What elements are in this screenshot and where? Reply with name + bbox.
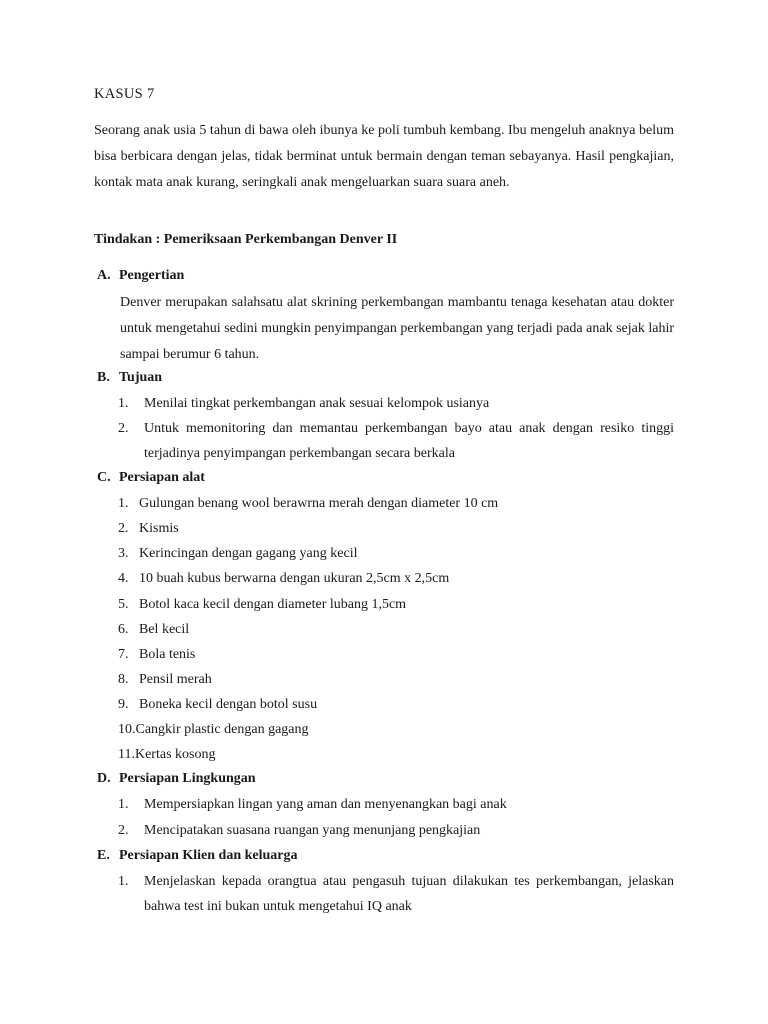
list-item — [118, 566, 674, 591]
item-number: 7. — [118, 647, 129, 662]
list-item — [118, 667, 674, 692]
item-text: 11.Kertas kosong — [118, 747, 216, 762]
list-item — [118, 792, 674, 817]
item-text: Menilai tingkat perkembangan anak sesuai kelompok usianya — [144, 396, 490, 411]
item-number: 9. — [118, 697, 129, 712]
item-number: 4. — [118, 571, 129, 586]
section-letter: D. — [97, 771, 111, 786]
item-number: 2. — [118, 521, 129, 536]
item-text: Menjelaskan kepada orangtua atau pengasuh tujuan dilakukan tes perkembangan, jelaskan bahwa test ini bukan untuk mengetahui IQ anak — [144, 874, 674, 914]
section-a-paragraph: Denver merupakan salahsatu alat skrining perkembangan mambantu tenaga kesehatan atau dokter untuk mengetahui sedini mungkin penyimpangan perkembangan yang terjadi pada anak sejak lahir sampai berumur 6 tahun. — [120, 295, 674, 362]
item-number: 5. — [118, 597, 129, 612]
item-number: 1. — [118, 874, 129, 889]
item-number: 8. — [118, 672, 129, 687]
item-number: 1. — [118, 396, 129, 411]
case-description: Seorang anak usia 5 tahun di bawa oleh ibunya ke poli tumbuh kembang. Ibu mengeluh anaknya belum bisa berbicara dengan jelas, tidak berminat untuk bermain dengan teman sebayanya. Hasil pengkajian, kontak mata anak kurang, seringkali anak mengeluarkan suara suara aneh. — [94, 123, 674, 190]
section-b-heading — [97, 370, 162, 386]
list-item — [118, 642, 674, 667]
list-item — [118, 818, 674, 843]
item-text: Botol kaca kecil dengan diameter lubang 1,5cm — [139, 597, 407, 612]
section-d-heading — [97, 771, 256, 787]
item-text: Untuk memonitoring dan memantau perkembangan bayo atau anak dengan resiko tinggi terjadinya penyimpangan perkembangan secara berkala — [144, 421, 674, 461]
list-item — [118, 516, 674, 541]
item-number: 3. — [118, 546, 129, 561]
item-text: 10 buah kubus berwarna dengan ukuran 2,5cm x 2,5cm — [139, 571, 450, 586]
section-letter: B. — [97, 370, 110, 385]
item-text: Bola tenis — [139, 647, 196, 662]
case-title: KASUS 7 — [94, 86, 155, 102]
item-number: 1. — [118, 797, 129, 812]
section-a-heading — [97, 268, 184, 284]
section-e-heading — [97, 848, 298, 864]
section-title: Persiapan alat — [119, 470, 205, 485]
item-text: 10.Cangkir plastic dengan gagang — [118, 722, 309, 737]
list-item — [118, 592, 674, 617]
item-text: Mencipatakan suasana ruangan yang menunjang pengkajian — [144, 823, 481, 838]
list-item — [118, 617, 674, 642]
item-text: Gulungan benang wool berawrna merah dengan diameter 10 cm — [139, 496, 499, 511]
section-letter: A. — [97, 268, 111, 283]
item-number: 2. — [118, 823, 129, 838]
section-title: Persiapan Klien dan keluarga — [119, 848, 298, 863]
list-item — [118, 541, 674, 566]
item-text: Kismis — [139, 521, 179, 536]
list-item — [118, 869, 674, 919]
list-item — [118, 742, 674, 767]
section-title: Persiapan Lingkungan — [119, 771, 256, 786]
section-letter: E. — [97, 848, 110, 863]
section-title: Tujuan — [119, 370, 163, 385]
item-number: 2. — [118, 421, 129, 436]
section-c-heading — [97, 470, 205, 486]
action-heading: Tindakan : Pemeriksaan Perkembangan Denver II — [94, 232, 398, 247]
item-text: Bel kecil — [139, 622, 190, 637]
list-item — [118, 692, 674, 717]
list-item — [118, 491, 674, 516]
item-text: Kerincingan dengan gagang yang kecil — [139, 546, 358, 561]
item-text: Boneka kecil dengan botol susu — [139, 697, 318, 712]
section-title: Pengertian — [119, 268, 185, 283]
list-item — [118, 391, 674, 416]
item-number: 1. — [118, 496, 129, 511]
item-number: 6. — [118, 622, 129, 637]
section-letter: C. — [97, 470, 111, 485]
list-item — [118, 717, 674, 742]
item-text: Pensil merah — [139, 672, 212, 687]
item-text: Mempersiapkan lingan yang aman dan menyenangkan bagi anak — [144, 797, 507, 812]
list-item — [118, 416, 674, 466]
